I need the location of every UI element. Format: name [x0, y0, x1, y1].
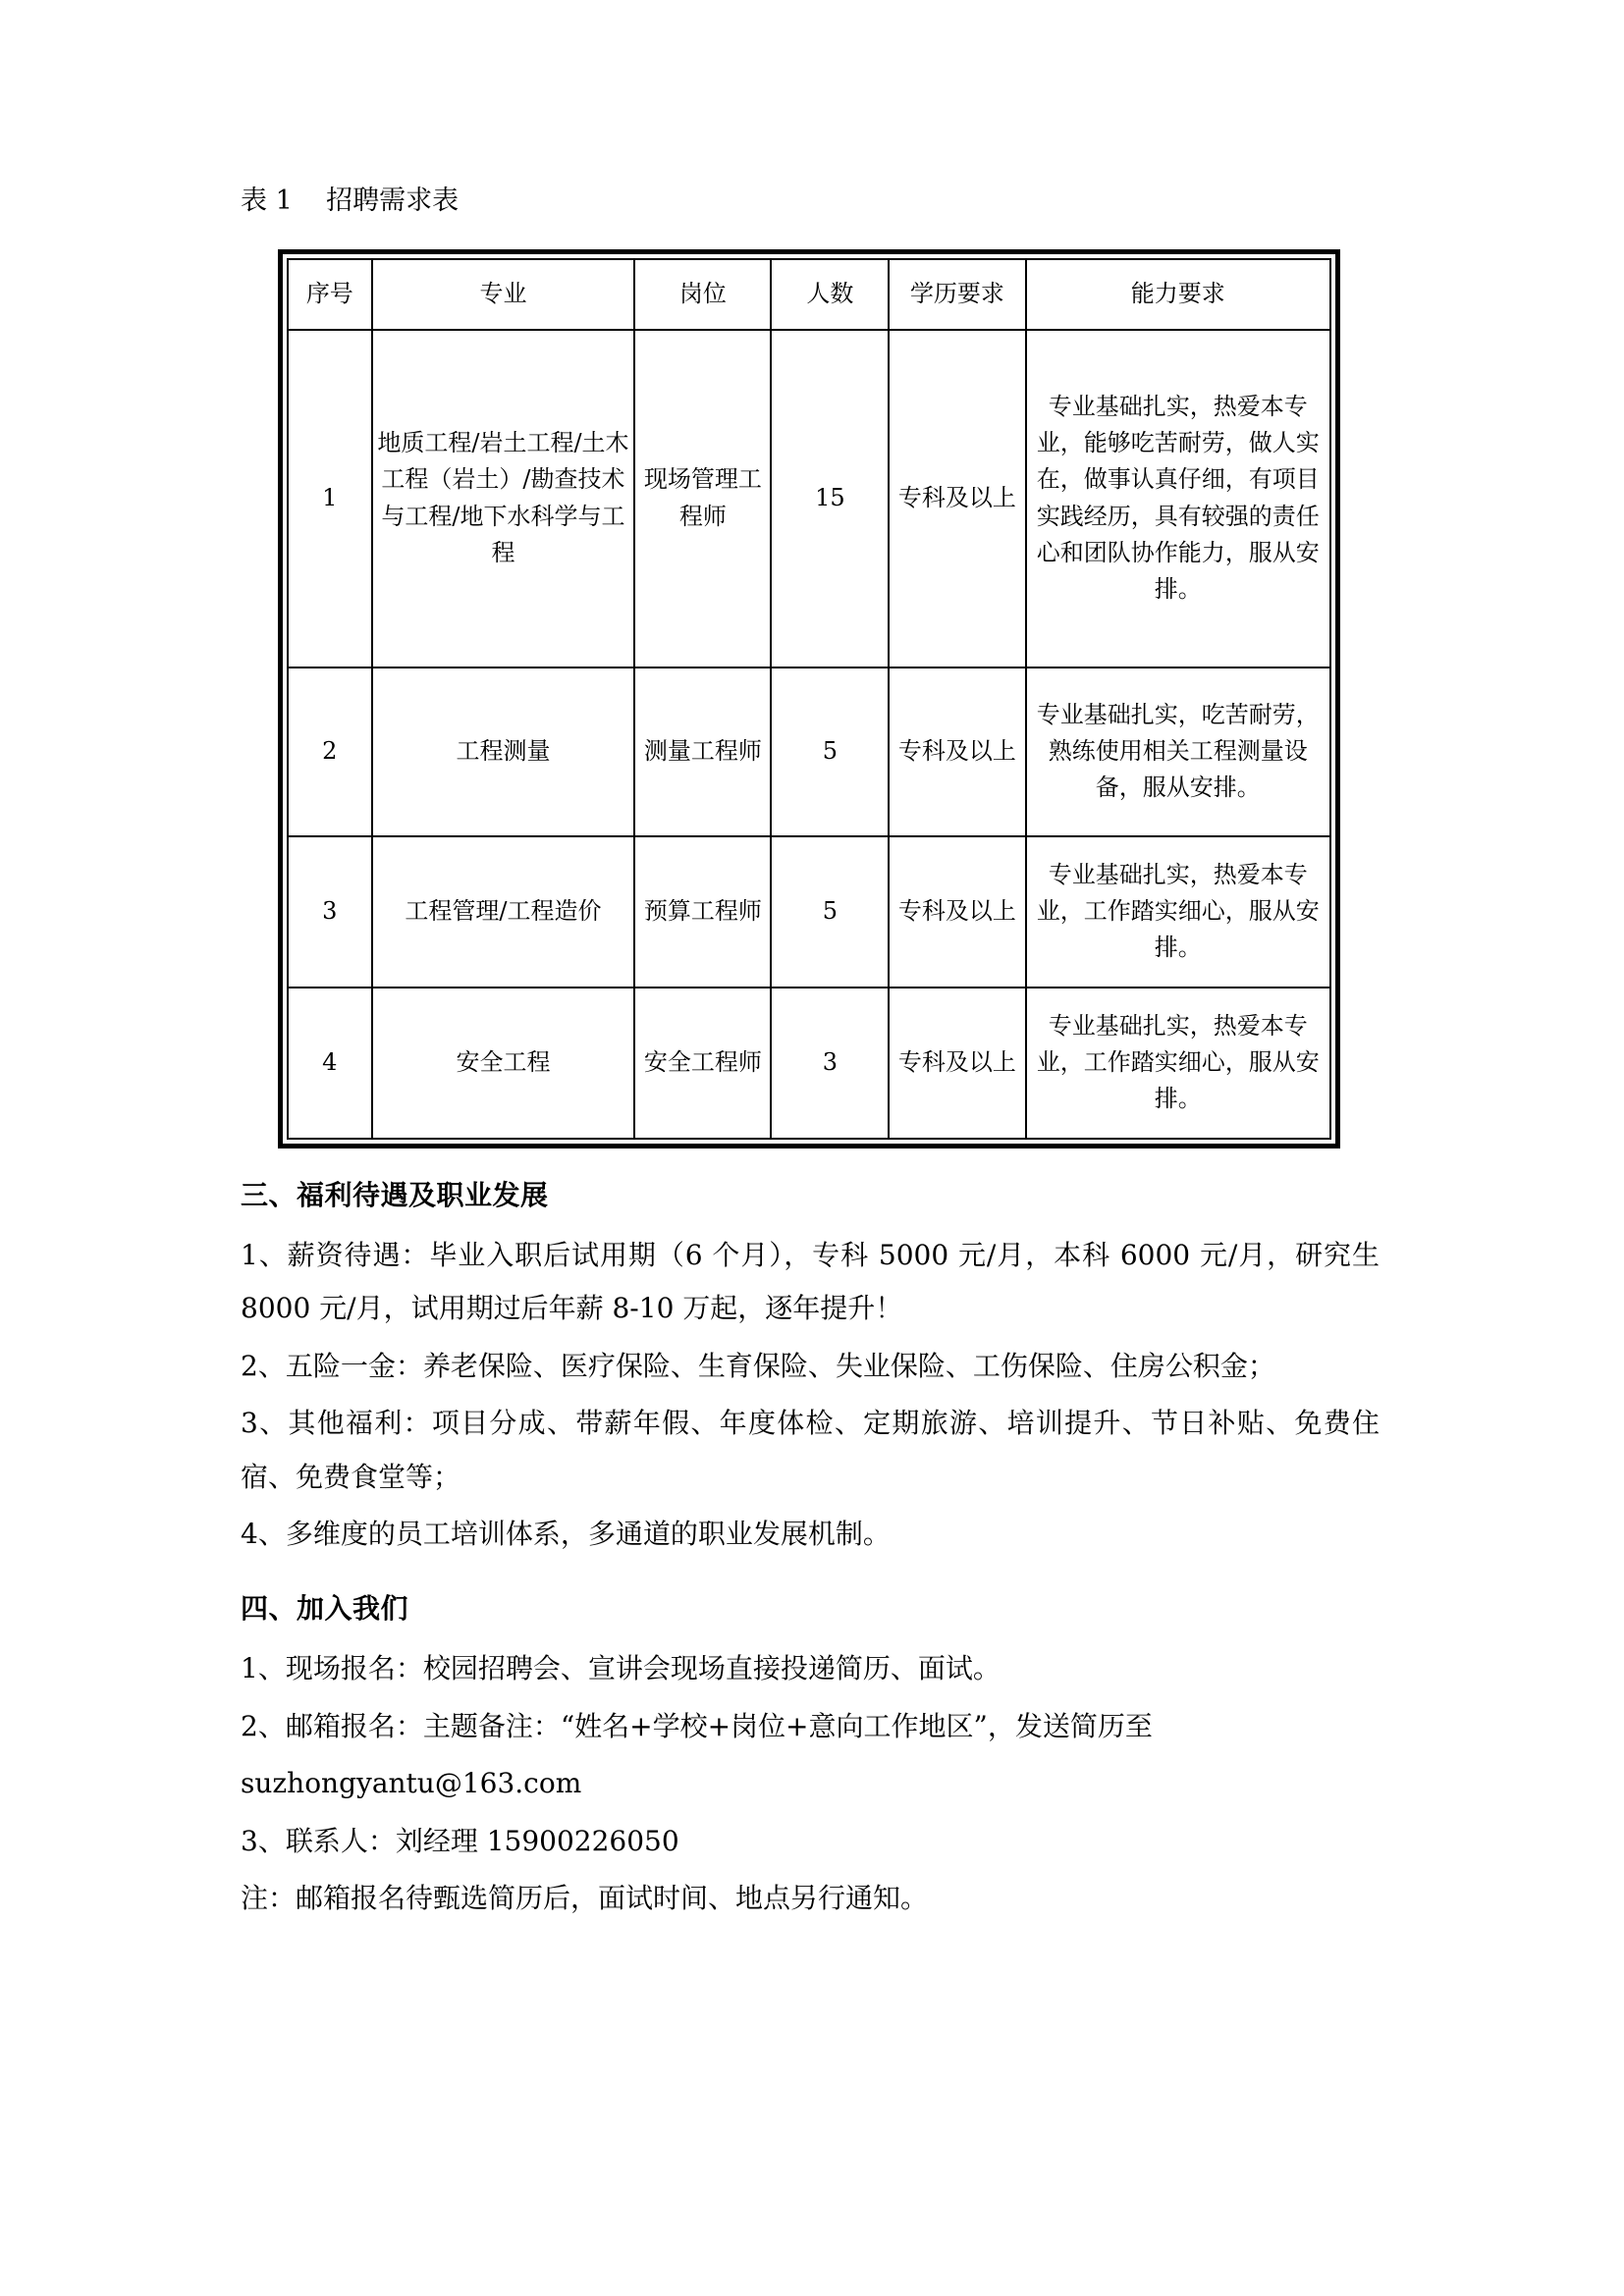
table-row [288, 988, 1330, 1139]
cell-ability: 专业基础扎实，热爱本专业，工作踏实细心，服从安排。 [1026, 988, 1330, 1139]
benefits-item-other: 3、其他福利：项目分成、带薪年假、年度体检、定期旅游、培训提升、节日补贴、免费住宿、免费食堂等； [241, 1407, 1380, 1493]
cell-ability: 专业基础扎实，热爱本专业，工作踏实细心，服从安排。 [1026, 836, 1330, 988]
join-heading: 四、加入我们 [241, 1592, 409, 1626]
cell-count: 15 [771, 330, 889, 667]
cell-count: 5 [771, 836, 889, 988]
cell-major: 工程测量 [372, 667, 635, 836]
cell-major: 工程管理/工程造价 [372, 836, 635, 988]
table-row [288, 667, 1330, 836]
benefits-heading: 三、福利待遇及职业发展 [241, 1178, 549, 1211]
recruitment-demand-table [287, 258, 1331, 1140]
header-count: 人数 [771, 259, 889, 330]
benefits-item-salary: 1、薪资待遇：毕业入职后试用期（6 个月），专科 5000 元/月，本科 6000 元/月，研究生 8000 元/月，试用期过后年薪 8-10 万起，逐年提升！ [241, 1238, 1380, 1325]
cell-index: 4 [288, 988, 372, 1139]
cell-education: 专科及以上 [889, 836, 1025, 988]
cell-position: 现场管理工程师 [634, 330, 771, 667]
cell-count: 5 [771, 667, 889, 836]
contact-email-address[interactable]: suzhongyantu@163.com [241, 1767, 582, 1800]
cell-major: 地质工程/岩土工程/土木工程（岩土）/勘查技术与工程/地下水科学与工程 [372, 330, 635, 667]
table-row [288, 330, 1330, 667]
cell-education: 专科及以上 [889, 988, 1025, 1139]
recruitment-table-container [278, 249, 1340, 1148]
cell-education: 专科及以上 [889, 330, 1025, 667]
cell-ability: 专业基础扎实，吃苦耐劳，熟练使用相关工程测量设备，服从安排。 [1026, 667, 1330, 836]
benefits-item-training: 4、多维度的员工培训体系，多通道的职业发展机制。 [241, 1518, 891, 1551]
cell-index: 1 [288, 330, 372, 667]
header-index: 序号 [288, 259, 372, 330]
table-row [288, 836, 1330, 988]
cell-index: 2 [288, 667, 372, 836]
header-ability: 能力要求 [1026, 259, 1330, 330]
join-item-onsite: 1、现场报名：校园招聘会、宣讲会现场直接投递简历、面试。 [241, 1652, 1001, 1685]
header-major: 专业 [372, 259, 635, 330]
cell-count: 3 [771, 988, 889, 1139]
join-item-contact: 3、联系人：刘经理 15900226050 [241, 1824, 679, 1857]
cell-education: 专科及以上 [889, 667, 1025, 836]
header-education: 学历要求 [889, 259, 1025, 330]
benefits-item-insurance: 2、五险一金：养老保险、医疗保险、生育保险、失业保险、工伤保险、住房公积金； [241, 1349, 1275, 1382]
table-caption: 表 1 招聘需求表 [241, 186, 460, 216]
cell-position: 测量工程师 [634, 667, 771, 836]
cell-major: 安全工程 [372, 988, 635, 1139]
join-note: 注：邮箱报名待甄选简历后，面试时间、地点另行通知。 [241, 1882, 929, 1915]
cell-position: 预算工程师 [634, 836, 771, 988]
cell-ability: 专业基础扎实，热爱本专业，能够吃苦耐劳，做人实在，做事认真仔细，有项目实践经历，具有较强的责任心和团队协作能力，服从安排。 [1026, 330, 1330, 667]
table-header-row [288, 259, 1330, 330]
cell-index: 3 [288, 836, 372, 988]
header-position: 岗位 [634, 259, 771, 330]
cell-position: 安全工程师 [634, 988, 771, 1139]
document-content [241, 182, 1380, 1930]
join-item-email: 2、邮箱报名：主题备注：“姓名+学校+岗位+意向工作地区”，发送简历至 [241, 1709, 1153, 1742]
